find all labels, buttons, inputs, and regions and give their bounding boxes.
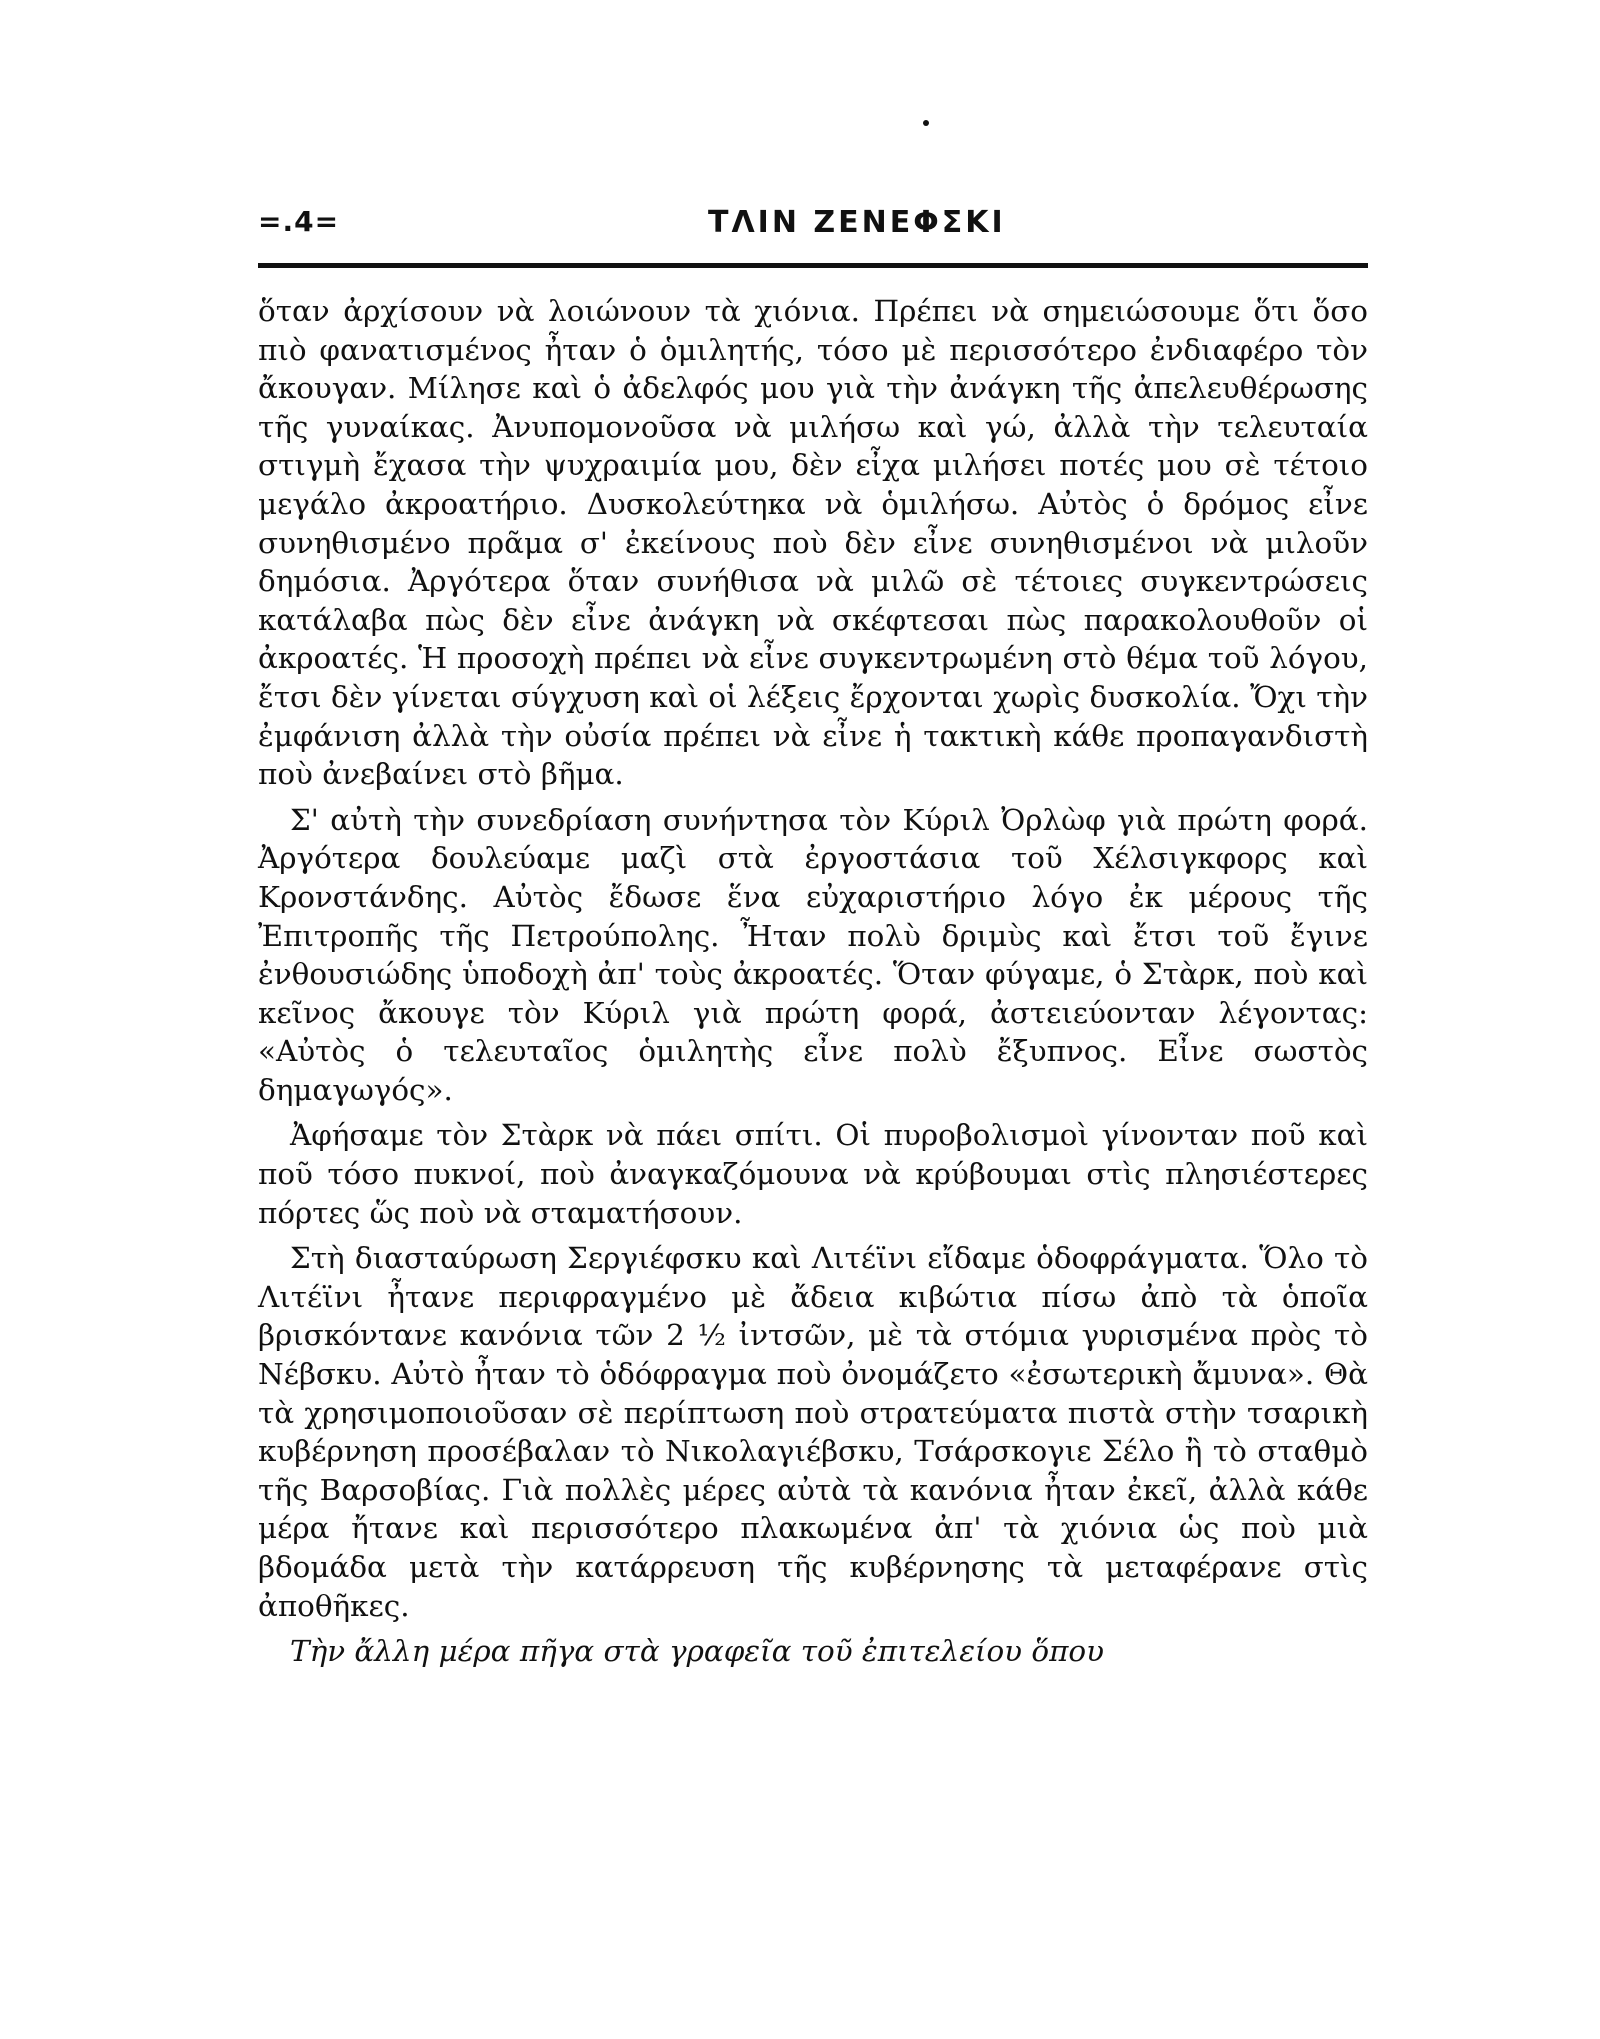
header-rule — [258, 263, 1368, 268]
body-text — [258, 292, 1368, 1678]
running-title: ΤΛΙΝ ΖΕΝΕΦΣΚΙ — [708, 205, 1006, 240]
print-speck — [923, 120, 929, 126]
paragraph: Σ' αὐτὴ τὴν συνεδρίαση συνήντησα τὸν Κύριλ Ὀρλὼφ γιὰ πρώτη φορά. Ἀργότερα δουλεύαμε μαζὶ στὰ ἐργοστάσια τοῦ Χέλσιγκφορς καὶ Κρονστάνδης. Αὐτὸς ἔδωσε ἕνα εὐχαριστήριο λόγο ἐκ μέρους τῆς Ἐπιτροπῆς τῆς Πετρούπολης. Ἦταν πολὺ δριμὺς καὶ ἔτσι τοῦ ἔγινε ἐνθουσιώδης ὑποδοχὴ ἀπ' τοὺς ἀκροατές. Ὅταν φύγαμε, ὁ Στὰρκ, ποὺ καὶ κεῖνος ἄκουγε τὸν Κύριλ γιὰ πρώτη φορά, ἀστειεύονταν λέγοντας: «Αὐτὸς ὁ τελευταῖος ὁμιλητὴς εἶνε πολὺ ἔξυπνος. Εἶνε σωστὸς δημαγωγός». — [258, 802, 1368, 1107]
paragraph: Τὴν ἄλλη μέρα πῆγα στὰ γραφεῖα τοῦ ἐπιτελείου ὅπου — [290, 1634, 1104, 1669]
paragraph: Ἀφήσαμε τὸν Στὰρκ νὰ πάει σπίτι. Οἱ πυροβολισμοὶ γίνονταν ποῦ καὶ ποῦ τόσο πυκνοί, ποὺ ἀναγκαζόμουνα νὰ κρύβουμαι στὶς πλησιέστερες πόρτες ὥς ποὺ νὰ σταματήσουν. — [258, 1118, 1368, 1230]
page-number: =.4= — [258, 205, 340, 238]
paragraph: Στὴ διασταύρωση Σεργιέφσκυ καὶ Λιτέϊνι εἴδαμε ὁδοφράγματα. Ὅλο τὸ Λιτέϊνι ἦτανε περιφραγμένο μὲ ἄδεια κιβώτια πίσω ἀπὸ τὰ ὁποῖα βρισκόντανε κανόνια τῶν 2 ½ ἰντσῶν, μὲ τὰ στόμια γυρισμένα πρὸς τὸ Νέβσκυ. Αὐτὸ ἦταν τὸ ὁδόφραγμα ποὺ ὀνομάζετο «ἐσωτερικὴ ἄμυνα». Θὰ τὰ χρησιμοποιοῦσαν σὲ περίπτωση ποὺ στρατεύματα πιστὰ στὴν τσαρικὴ κυβέρνηση προσέβαλαν τὸ Νικολαγιέβσκυ, Τσάρσκογιε Σέλο ἢ τὸ σταθμὸ τῆς Βαρσοβίας. Γιὰ πολλὲς μέρες αὐτὰ τὰ κανόνια ἦταν ἐκεῖ, ἀλλὰ κάθε μέρα ἤτανε καὶ περισσότερο πλακωμένα ἀπ' τὰ χιόνια ὡς ποὺ μιὰ βδομάδα μετὰ τὴν κατάρρευση τῆς κυβέρνησης τὰ μεταφέρανε στὶς ἀποθῆκες. — [258, 1241, 1368, 1623]
paragraph: ὅταν ἀρχίσουν νὰ λοιώνουν τὰ χιόνια. Πρέπει νὰ σημειώσουμε ὅτι ὅσο πιὸ φανατισμένος ἦταν ὁ ὁμιλητής, τόσο μὲ περισσότερο ἐνδιαφέρο τὸν ἄκουγαν. Μίλησε καὶ ὁ ἀδελφός μου γιὰ τὴν ἀνάγκη τῆς ἀπελευθέρωσης τῆς γυναίκας. Ἀνυπομονοῦσα νὰ μιλήσω καὶ γώ, ἀλλὰ τὴν τελευταία στιγμὴ ἔχασα τὴν ψυχραιμία μου, δὲν εἶχα μιλήσει ποτές μου σὲ τέτοιο μεγάλο ἀκροατήριο. Δυσκολεύτηκα νὰ ὁμιλήσω. Αὐτὸς ὁ δρόμος εἶνε συνηθισμένο πρᾶμα σ' ἐκείνους ποὺ δὲν εἶνε συνηθισμένοι νὰ μιλοῦν δημόσια. Ἀργότερα ὅταν συνήθισα νὰ μιλῶ σὲ τέτοιες συγκεντρώσεις κατάλαβα πὼς δὲν εἶνε ἀνάγκη νὰ σκέφτεσαι πὼς παρακολουθοῦν οἱ ἀκροατές. Ἡ προσοχὴ πρέπει νὰ εἶνε συγκεντρωμένη στὸ θέμα τοῦ λόγου, ἔτσι δὲν γίνεται σύγχυση καὶ οἱ λέξεις ἔρχονται χωρὶς δυσκολία. Ὄχι τὴν ἐμφάνιση ἀλλὰ τὴν οὐσία πρέπει νὰ εἶνε ἡ τακτικὴ κάθε προπαγανδιστὴ ποὺ ἀνεβαίνει στὸ βῆμα. — [258, 294, 1368, 792]
page-header — [258, 205, 1368, 245]
